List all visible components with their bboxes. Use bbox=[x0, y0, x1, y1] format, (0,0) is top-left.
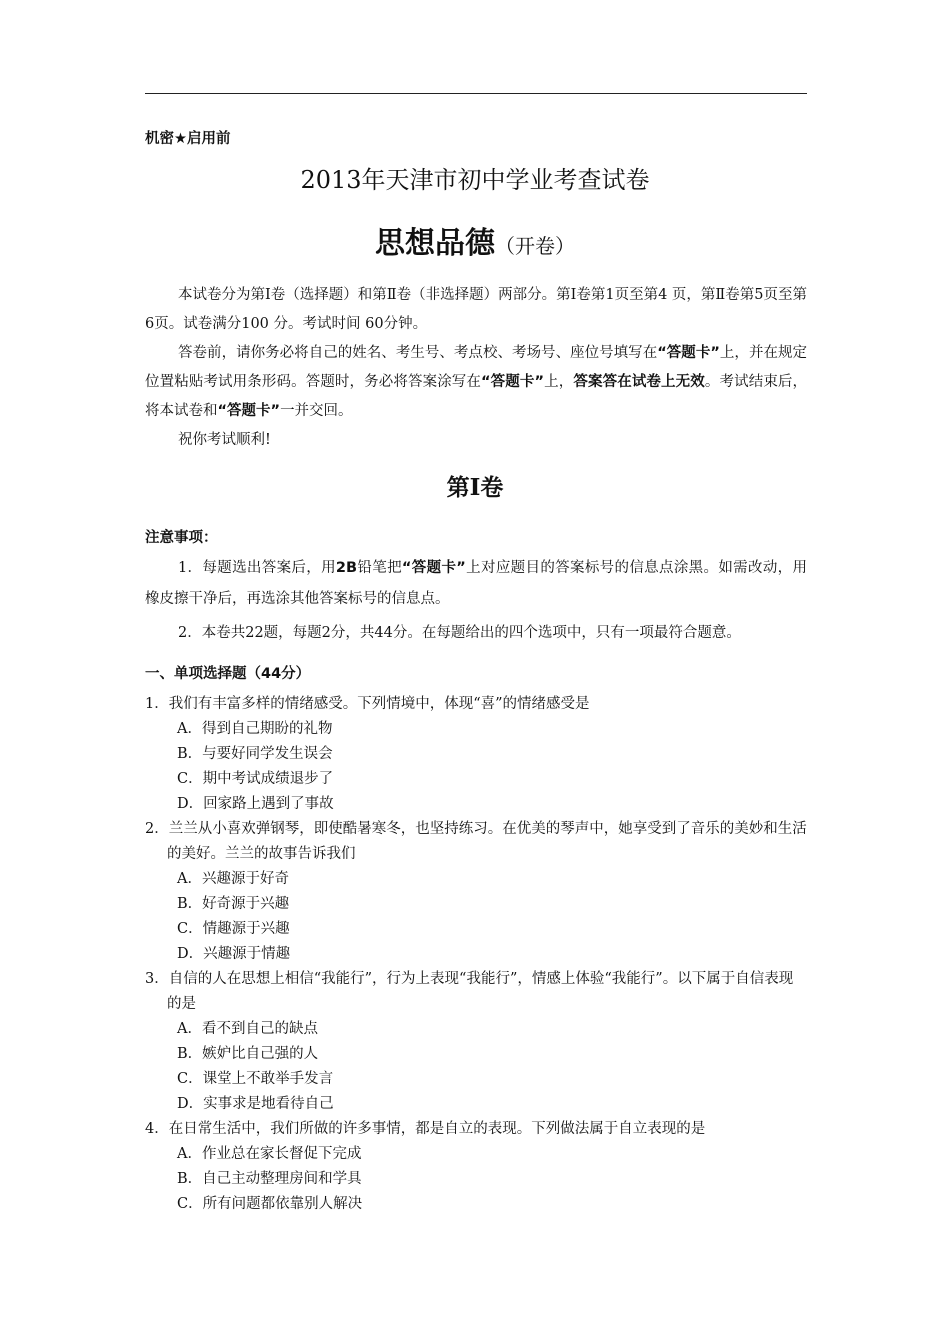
question-stem: 1．我们有丰富多样的情绪感受。下列情境中，体现“喜”的情绪感受是 bbox=[145, 696, 590, 712]
option-c: C．期中考试成绩退步了 bbox=[177, 771, 334, 787]
section-heading: 一、单项选择题（44分） bbox=[145, 666, 311, 682]
option-c: C．所有问题都依靠别人解决 bbox=[177, 1196, 363, 1212]
note-text: 铅笔把 bbox=[357, 560, 402, 576]
subject-note: （开卷） bbox=[495, 234, 575, 258]
answer-card-term: “答题卡” bbox=[401, 560, 466, 576]
question-4 bbox=[145, 1117, 807, 1217]
option-a: A．兴趣源于好奇 bbox=[177, 871, 289, 887]
exam-title: 2013年天津市初中学业考查试卷 bbox=[300, 166, 650, 194]
option-b: B．与要好同学发生误会 bbox=[177, 746, 333, 762]
question-list bbox=[145, 692, 807, 1217]
option-b: B．好奇源于兴趣 bbox=[177, 896, 290, 912]
option-b: B．嫉妒比自己强的人 bbox=[177, 1046, 319, 1062]
header-rule bbox=[145, 93, 807, 94]
notes-section bbox=[145, 553, 807, 649]
intro-paragraph-2 bbox=[145, 339, 807, 426]
good-luck-line: 祝你考试顺利! bbox=[178, 432, 271, 448]
pencil-type: 2B bbox=[335, 560, 358, 576]
option-a: A．得到自己期盼的礼物 bbox=[177, 721, 333, 737]
option-d: D．回家路上遇到了事故 bbox=[177, 796, 334, 812]
answer-card-term: “答题卡” bbox=[481, 374, 545, 390]
option-d: D．兴趣源于情趣 bbox=[177, 946, 291, 962]
option-a: A．看不到自己的缺点 bbox=[177, 1021, 318, 1037]
note-text: 1．每题选出答案后，用 bbox=[178, 560, 336, 576]
confidential-label: 机密★启用前 bbox=[145, 131, 231, 147]
question-1 bbox=[145, 692, 807, 817]
part-1-title: 第Ⅰ卷 bbox=[446, 474, 504, 501]
question-3 bbox=[145, 967, 807, 1117]
intro-section bbox=[145, 281, 807, 455]
answer-card-term: “答题卡” bbox=[217, 403, 281, 419]
question-stem: 3．自信的人在思想上相信“我能行”，行为上表现“我能行”，情感上体验“我能行”。以下属于自信表现的是 bbox=[145, 971, 794, 1012]
subject-title bbox=[0, 218, 950, 262]
intro-text: 答卷前，请你务必将自己的姓名、考生号、考点校、考场号、座位号填写在 bbox=[178, 345, 658, 361]
intro-text: 上，并在规定位置粘贴考试用条形码。答题时，务必将答案涂写在 bbox=[145, 345, 808, 390]
option-d: D．实事求是地看待自己 bbox=[177, 1096, 334, 1112]
intro-text: 一并交回。 bbox=[280, 403, 353, 419]
intro-paragraph-1: 本试卷分为第Ⅰ卷（选择题）和第Ⅱ卷（非选择题）两部分。第Ⅰ卷第1页至第4 页，第Ⅱ卷第5页至第6页。试卷满分100 分。考试时间 60分钟。 bbox=[145, 287, 807, 332]
question-stem: 2．兰兰从小喜欢弹钢琴，即使酷暑寒冬，也坚持练习。在优美的琴声中，她享受到了音乐的美妙和生活的美好。兰兰的故事告诉我们 bbox=[145, 821, 807, 862]
note-text: 上对应题目的答案标号的信息点涂黑。如需改动，用橡皮擦干净后，再选涂其他答案标号的信息点。 bbox=[145, 560, 808, 607]
intro-text: 上， bbox=[544, 374, 574, 390]
option-c: C．课堂上不敢举手发言 bbox=[177, 1071, 334, 1087]
note-2: 2．本卷共22题，每题2分，共44分。在每题给出的四个选项中，只有一项最符合题意。 bbox=[178, 625, 741, 641]
subject-name: 思想品德 bbox=[375, 226, 495, 261]
option-c: C．情趣源于兴趣 bbox=[177, 921, 290, 937]
answer-card-term: “答题卡” bbox=[657, 345, 720, 361]
option-b: B．自己主动整理房间和学具 bbox=[177, 1171, 362, 1187]
notes-heading: 注意事项： bbox=[145, 530, 218, 546]
intro-text: 。考试结束后，将本试卷和 bbox=[145, 374, 808, 419]
invalid-answer-warning: 答案答在试卷上无效 bbox=[573, 374, 705, 390]
question-2 bbox=[145, 817, 807, 967]
option-a: A．作业总在家长督促下完成 bbox=[177, 1146, 362, 1162]
note-1 bbox=[145, 553, 807, 615]
question-stem: 4．在日常生活中，我们所做的许多事情，都是自立的表现。下列做法属于自立表现的是 bbox=[145, 1121, 706, 1137]
